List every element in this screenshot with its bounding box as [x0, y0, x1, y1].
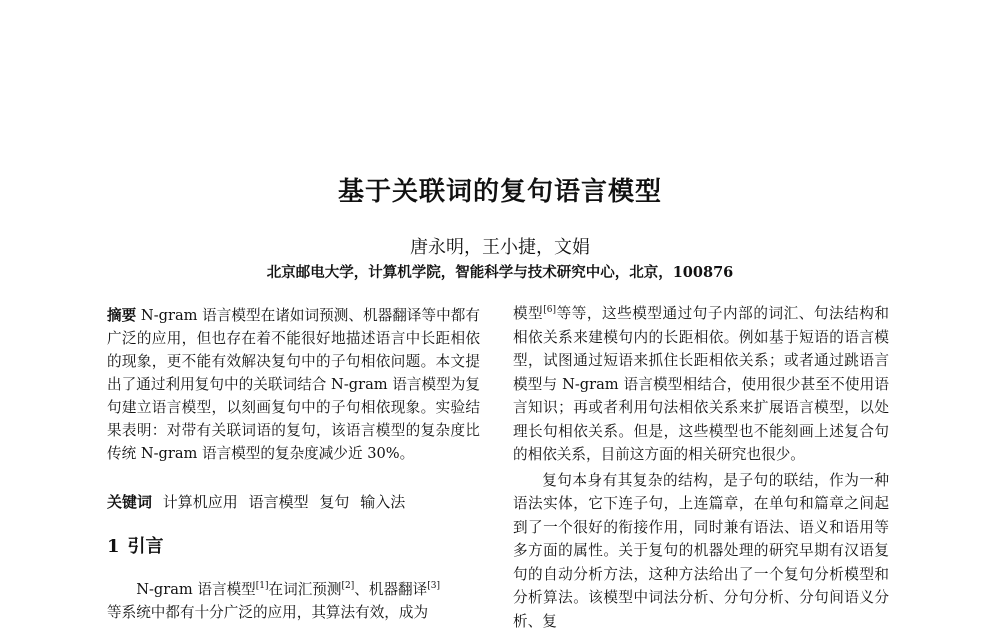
- section-number: 1: [107, 536, 120, 557]
- citation: [6]: [543, 305, 556, 315]
- body-text: 等等，这些模型通过句子内部的词汇、句法结构和相依关系来建模句内的长距相依。例如基于短语的语言模型，试图通过短语来抓住长距相依关系；或者通过跳语言模型与 N-gram 语言模型相结合，使用很少甚至不使用语言知识；再或者利用句法相依关系来扩展语言模型，以处理长句相依关系。但是，这些模型也不能刻画上述复合句的相依关系，目前这方面的相关研究也很少。: [513, 305, 889, 463]
- abstract-label: 摘要: [107, 307, 136, 324]
- affiliation: 北京邮电大学，计算机学院，智能科学与技术研究中心，北京，100876: [0, 261, 1000, 282]
- keyword-item: 语言模型: [249, 493, 309, 511]
- abstract-text: N-gram 语言模型在诸如词预测、机器翻译等中都有广泛的应用，但也存在着不能很好地描述语言中长距相依的现象，更不能有效解决复句中的子句相依问题。本文提出了通过利用复句中的关联词结合 N-gram 语言模型为复句建立语言模型，以刻画复句中的子句相依现象。实验结果表明：对带有关联词语的复句，该语言模型的复杂度比传统 N-gram 语言模型的复杂度减少近 30%。: [107, 307, 480, 462]
- right-column: [513, 302, 889, 633]
- right-paragraph-2: 复句本身有其复杂的结构，是子句的联结，作为一种语法实体，它下连子句，上连篇章，在单句和篇章之间起到了一个很好的衔接作用，同时兼有语法、语义和语用等多方面的属性。关于复句的机器处理的研究早期有汉语复句的自动分析方法，这种方法给出了一个复句分析模型和分析算法。该模型中词法分析、分句分析、分句间语义分析、复: [513, 469, 889, 633]
- paper-title: 基于关联词的复句语言模型: [0, 171, 1000, 208]
- citation: [1]: [256, 581, 269, 591]
- section-heading: [107, 535, 480, 558]
- intro-paragraph: [107, 578, 480, 601]
- keyword-item: 复句: [319, 493, 349, 511]
- citation: [3]: [427, 581, 440, 591]
- intro-text: 在词汇预测: [269, 581, 342, 598]
- abstract: [107, 304, 480, 465]
- authors: 唐永明，王小捷，文娟: [0, 233, 1000, 259]
- intro-text: N-gram 语言模型: [136, 581, 256, 598]
- section-title: 引言: [128, 536, 164, 557]
- keywords-label: 关键词: [107, 493, 152, 511]
- right-paragraph-1: [513, 302, 889, 467]
- intro-paragraph-line2: 等系统中都有十分广泛的应用，其算法有效，成为: [107, 601, 480, 624]
- keyword-item: 计算机应用: [163, 493, 238, 511]
- left-column: [107, 304, 480, 624]
- intro-text: 、机器翻译: [354, 581, 427, 598]
- citation: [2]: [342, 581, 355, 591]
- keyword-item: 输入法: [360, 493, 405, 511]
- keywords: [107, 491, 480, 514]
- body-text: 模型: [513, 305, 543, 322]
